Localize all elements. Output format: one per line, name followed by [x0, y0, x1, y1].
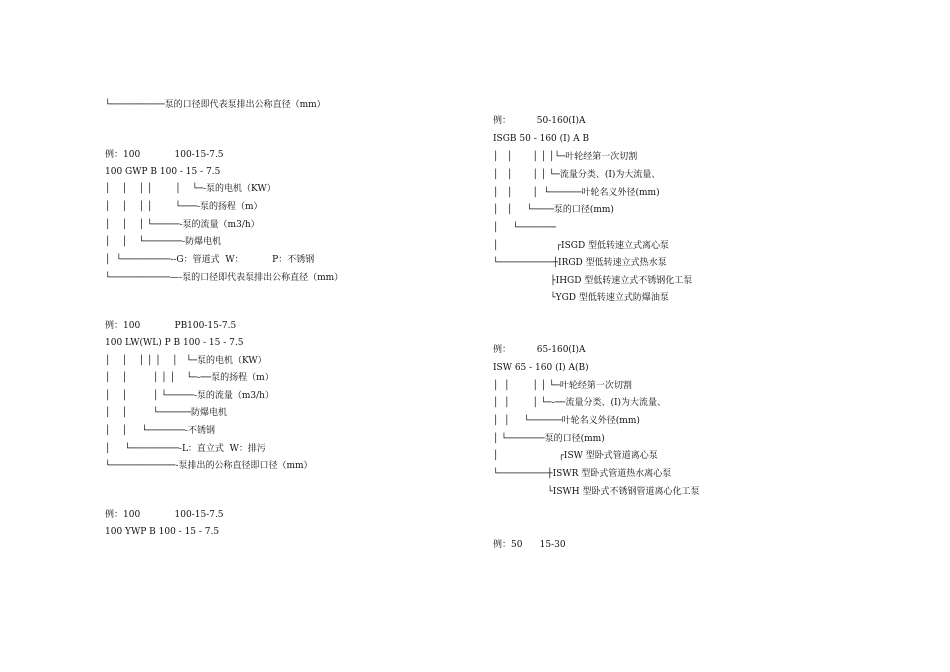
left-line: │ │ │ │ │ │ └─泵的电机（KW）: [105, 356, 267, 366]
right-line: └YGD 型低转速立式防爆油泵: [493, 293, 669, 303]
right-line: │ ┌ISGD 型低转速立式离心泵: [493, 241, 670, 251]
left-line: 100 GWP B 100 - 15 - 7.5: [105, 167, 221, 177]
right-line: │ │ │ │ │└─叶轮经第一次切割: [493, 152, 638, 162]
left-line: │ │ └───────-防爆电机: [105, 237, 222, 247]
right-line: │ ┌ISW 型卧式管道离心泵: [493, 451, 658, 461]
right-line: │ └───────泵的口径(mm): [493, 434, 605, 444]
right-line: 例：50 15-30: [493, 540, 566, 550]
right-line: └ISWH 型卧式不锈钢管道离心化工泵: [493, 487, 700, 497]
left-line: 100 YWP B 100 - 15 - 7.5: [105, 527, 220, 537]
right-line: 例： 50-160(I)A: [493, 116, 586, 126]
right-line: └─────────┼ISWR 型卧式管道热水离心泵: [493, 469, 672, 479]
right-line: │ │ │ │ └─叶轮经第一次切割: [493, 381, 632, 391]
right-line: ISGB 50 - 160 (I) A B: [493, 134, 590, 144]
left-line: │ │ └──────防爆电机: [105, 408, 227, 418]
left-line: 100 LW(WL) P B 100 - 15 - 7.5: [105, 338, 244, 348]
left-line: └──────────泵的口径即代表泵排出公称直径（mm）: [105, 100, 326, 110]
right-line: │ └───────: [493, 223, 557, 233]
left-line: │ │ │ │ │ └─-泵的电机（KW）: [105, 184, 276, 194]
right-line: ISW 65 - 160 (I) A(B): [493, 363, 589, 373]
left-line: │ └─────────--G：管道式 W： P：不锈钢: [105, 255, 315, 265]
left-line: 例：100 100-15-7.5: [105, 510, 224, 520]
right-line: └──────────┼IRGD 型低转速立式热水泵: [493, 258, 667, 268]
left-line: └────────────-泵排出的公称直径即口径（mm）: [105, 461, 313, 471]
right-line: 例： 65-160(I)A: [493, 345, 586, 355]
right-line: │ │ │ └─-──流量分类、(I)为大流量、: [493, 398, 667, 408]
left-line: │ │ └───────-不锈钢: [105, 426, 215, 436]
left-line: └───────────—-泵的口径即代表泵排出公称直径（mm）: [105, 273, 344, 283]
right-line: │ │ └──────叶轮名义外径(mm): [493, 416, 640, 426]
left-line: │ └─────────-L：直立式 W：排污: [105, 444, 266, 454]
right-line: │ │ │ │ └─流量分类、(I)为大流量、: [493, 170, 661, 180]
right-line: │ │ └────泵的口径(mm): [493, 205, 614, 215]
left-line: │ │ │ └─────-泵的流量（m3/h）: [105, 391, 274, 401]
left-line: 例：100 PB100-15-7.5: [105, 321, 237, 331]
right-line: │ │ │ └──────叶轮名义外径(mm): [493, 188, 660, 198]
right-line: ├IHGD 型低转速立式不锈钢化工泵: [493, 276, 693, 286]
left-line: │ │ │ └─────-泵的流量（m3/h）: [105, 220, 260, 230]
left-line: │ │ │ │ │ └─-──泵的扬程（m）: [105, 373, 274, 383]
left-line: │ │ │ │ └───-泵的扬程（m）: [105, 202, 263, 212]
left-line: 例：100 100-15-7.5: [105, 150, 224, 160]
